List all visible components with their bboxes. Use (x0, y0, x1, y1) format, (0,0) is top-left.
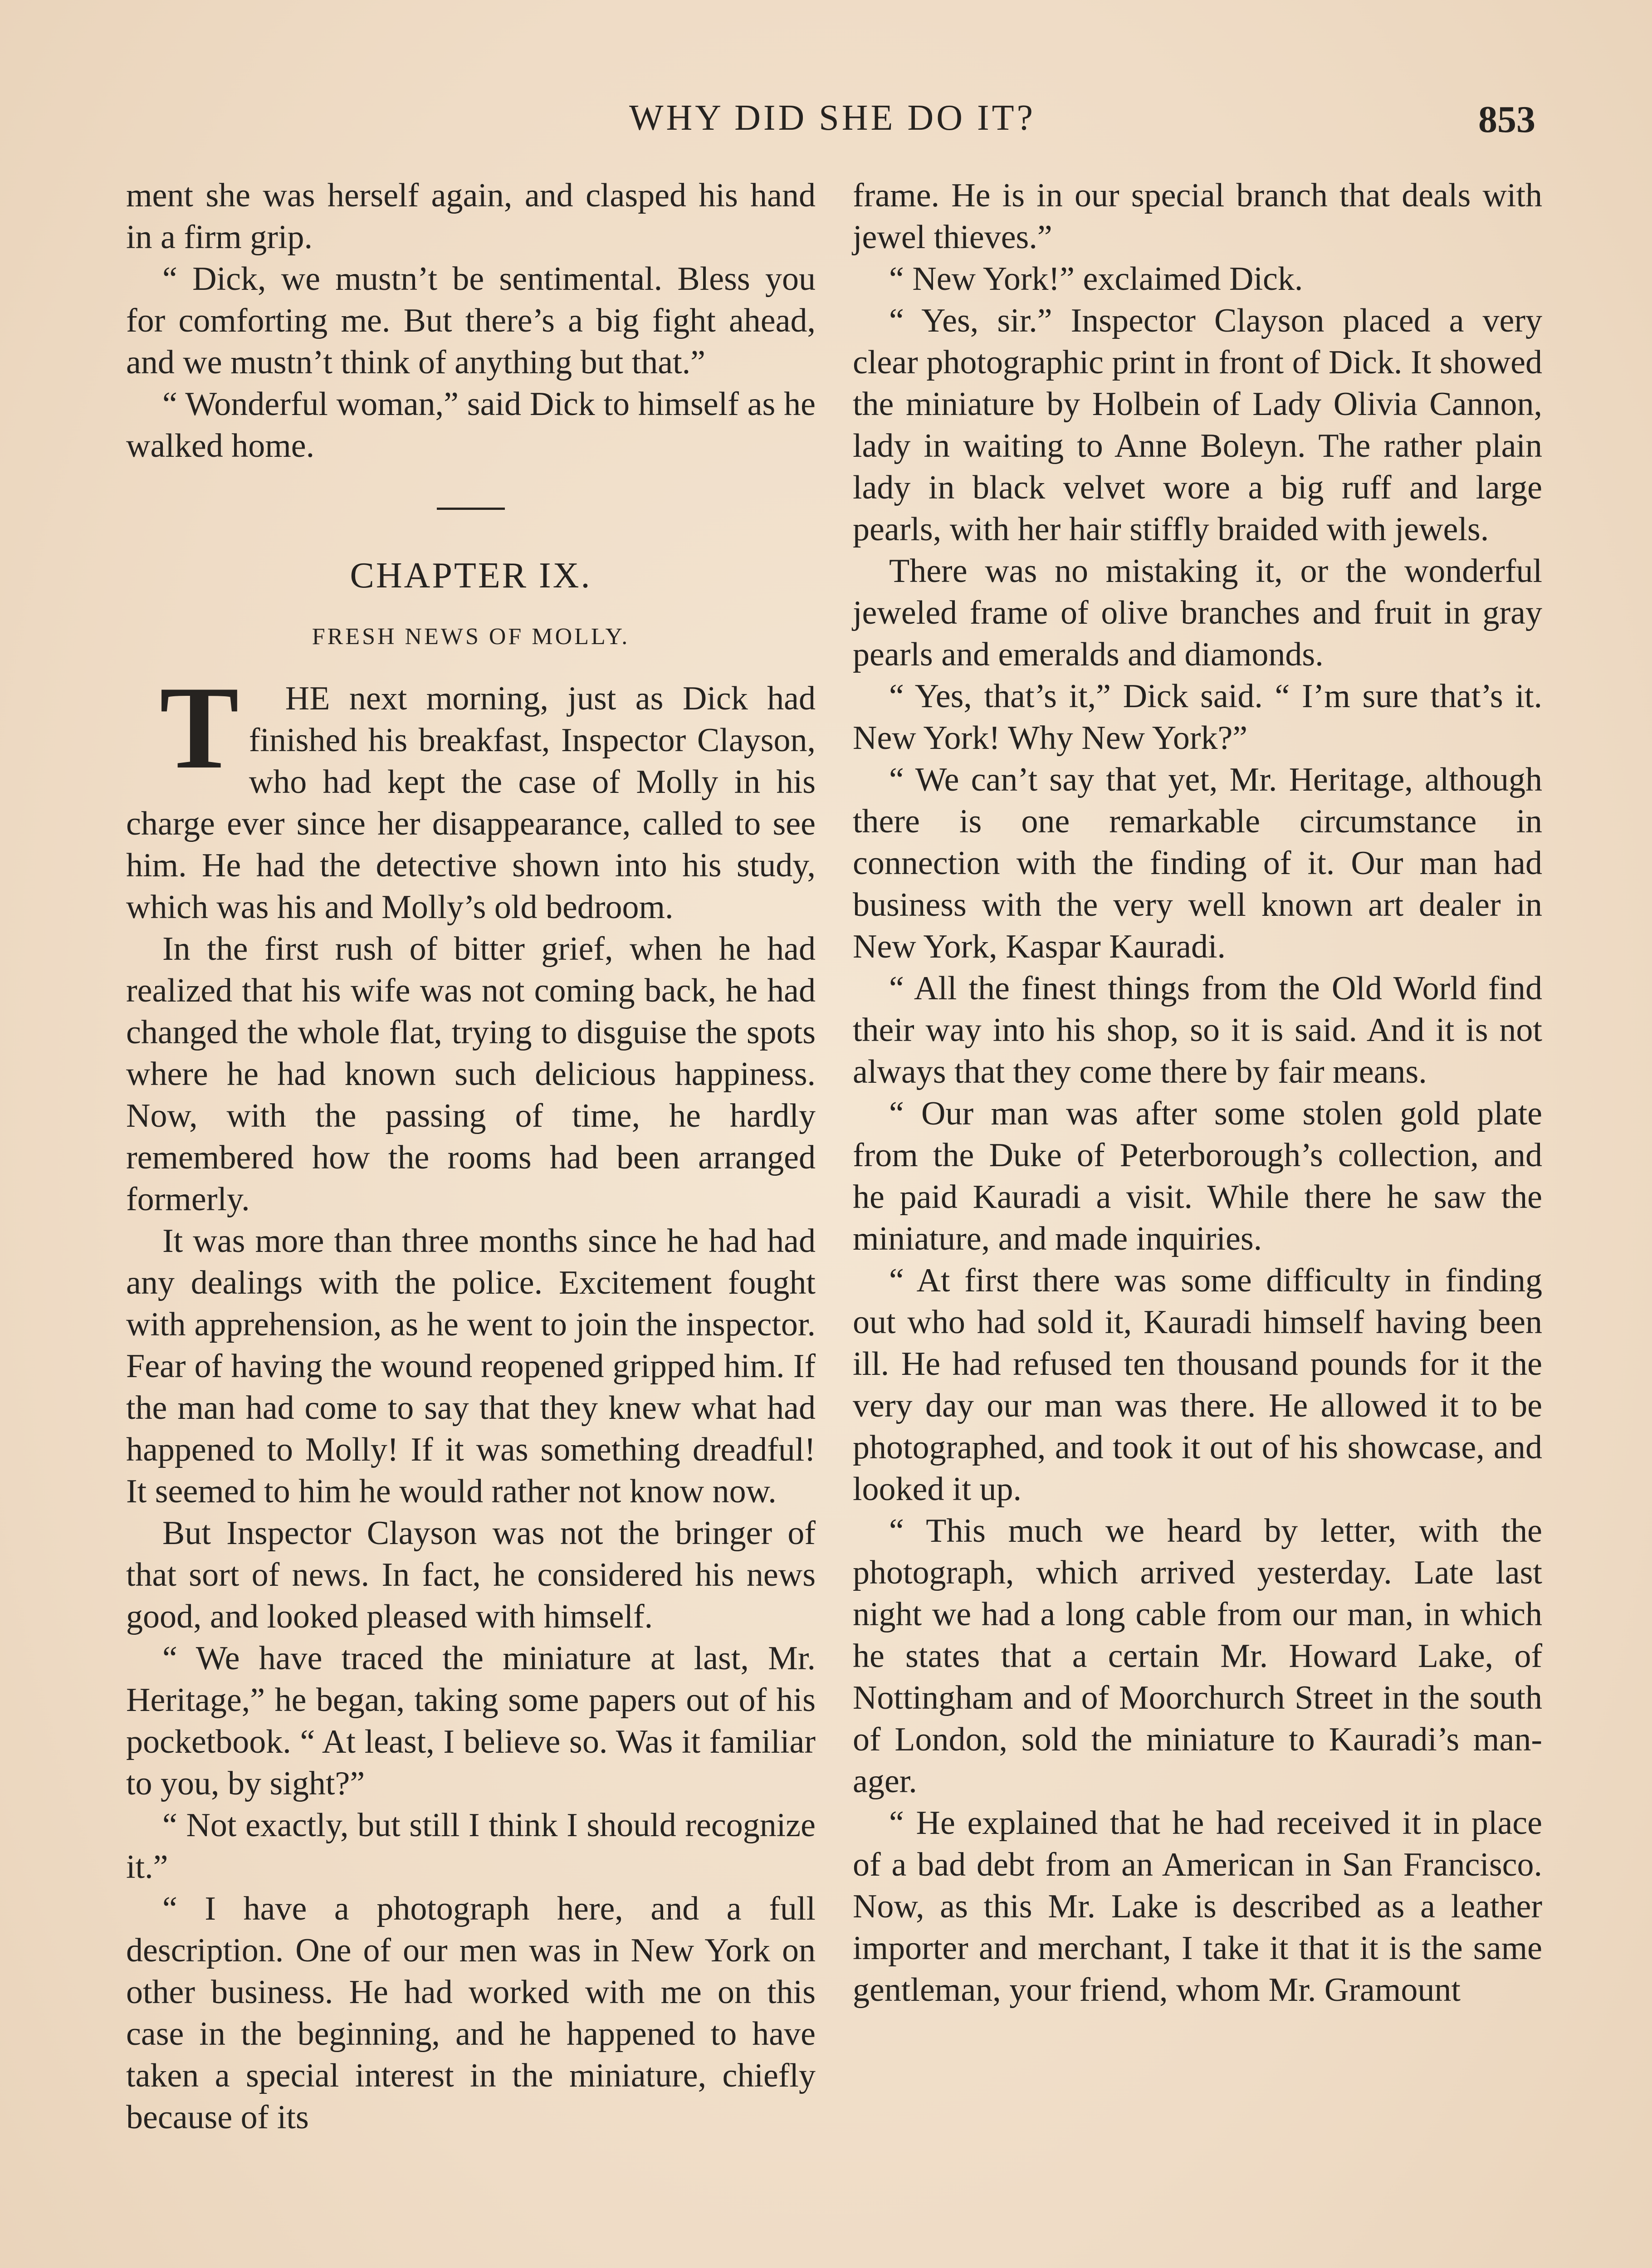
paragraph: “ This much we heard by letter, with the photograph, which arrived yesterday. Late last night we had a long cable from our man, in which he states that a certain Mr. Howard Lake, of Nottingham and of Moorchurch Street in the south of London, sold the miniature to Kauradi’s manager. (853, 1512, 1542, 1800)
paragraph: “ Wonderful woman,” said Dick to himself as he walked home. (126, 386, 816, 464)
chapter-subtitle: FRESH NEWS OF MOLLY. (312, 624, 630, 650)
paragraph: “ We can’t say that yet, Mr. Heritage, although there is one remarkable circumstance in connection with the finding of it. Our man had business with the very well known art dealer in New York, Kaspar Kauradi. (853, 761, 1542, 965)
paragraph: “ We have traced the miniature at last, Mr. Heritage,” he began, taking some papers out of his pocketbook. “ At least, I believe so. Was it familiar to you, by sight?” (126, 1640, 816, 1802)
section-divider (437, 508, 505, 510)
page-header (129, 98, 1535, 147)
page-number: 853 (1478, 98, 1535, 141)
paragraph: “ Dick, we mustn’t be sentimental. Bless you for comforting me. But there’s a big fight ahead, and we mustn’t think of anything but that.” (126, 260, 816, 381)
paragraph: In the first rush of bitter grief, when he had realized that his wife was not coming back, he had changed the whole flat, trying to disguise the spots where he had known such delicious happiness. Now, with the passing of time, he hardly remembered how the rooms had been arranged formerly. (126, 930, 816, 1218)
paragraph: It was more than three months since he had had any dealings with the police. Excitement fought with apprehension, as he went to join the inspector. Fear of having the wound reopened gripped him. If the man had come to say that they knew what had happened to Molly! If it was something dreadful! It seemed to him he would rather not know now. (126, 1222, 816, 1510)
paragraph: “ Our man was after some stolen gold plate from the Duke of Peterborough’s collection, and he paid Kauradi a visit. While there he saw the miniature, and made inquiries. (853, 1095, 1542, 1257)
paragraph: “ He explained that he had received it in place of a bad debt from an American in San Francisco. Now, as this Mr. Lake is described as a leather importer and merchant, I take it that it is the same gentleman, your friend, whom Mr. Gramount (853, 1804, 1542, 2009)
paragraph: There was no mistaking it, or the wonderful jeweled frame of olive branches and fruit in gray pearls and emeralds and diamonds. (853, 552, 1542, 673)
paragraph: “ I have a photograph here, and a full description. One of our men was in New York on other business. He had worked with me on this case in the beginning, and he happened to have taken a special interest in the miniature, chiefly because of its (126, 1890, 816, 2136)
paragraph: ment she was herself again, and clasped his hand in a firm grip. (126, 177, 816, 256)
paragraph: frame. He is in our special branch that deals with jewel thieves.” (853, 177, 1542, 256)
chapter-title: CHAPTER IX. (350, 556, 592, 596)
paragraph: “ At first there was some difficulty in finding out who had sold it, Kauradi himself having been ill. He had refused ten thousand pounds for it the very day our man was there. He allowed it to be photographed, and took it out of his showcase, and looked it up. (853, 1262, 1542, 1508)
running-title: WHY DID SHE DO IT? (629, 98, 1036, 138)
paragraph: “ Not exactly, but still I think I should recognize it.” (126, 1807, 816, 1886)
drop-cap: T (160, 662, 239, 793)
opening-paragraph (126, 662, 816, 928)
paragraph: “ New York!” exclaimed Dick. (889, 260, 1303, 298)
paragraph: “ Yes, sir.” Inspector Clayson placed a very clear photographic print in front of Dick. It showed the miniature by Holbein of Lady Olivia Cannon, lady in waiting to Anne Boleyn. The rather plain lady in black velvet wore a big ruff and large pearls, with her hair stiffly braided with jewels. (853, 302, 1542, 548)
paragraph: “ All the finest things from the Old World find their way into his shop, so it is said. And it is not always that they come there by fair means. (853, 970, 1542, 1090)
paragraph: But Inspector Clayson was not the bringer of that sort of news. In fact, he considered his news good, and looked pleased with himself. (126, 1515, 816, 1635)
opening-paragraph-text: HE next morning, just as Dick had finished his breakfast, Inspector Clayson, who had kept the case of Molly in his charge ever since her disappearance, called to see him. He had the detective shown into his study, which was his and Molly’s old bedroom. (126, 680, 816, 926)
right-column (853, 175, 1542, 2011)
paragraph: “ Yes, that’s it,” Dick said. “ I’m sure that’s it. New York! Why New York?” (853, 678, 1542, 757)
left-column (126, 175, 816, 2138)
